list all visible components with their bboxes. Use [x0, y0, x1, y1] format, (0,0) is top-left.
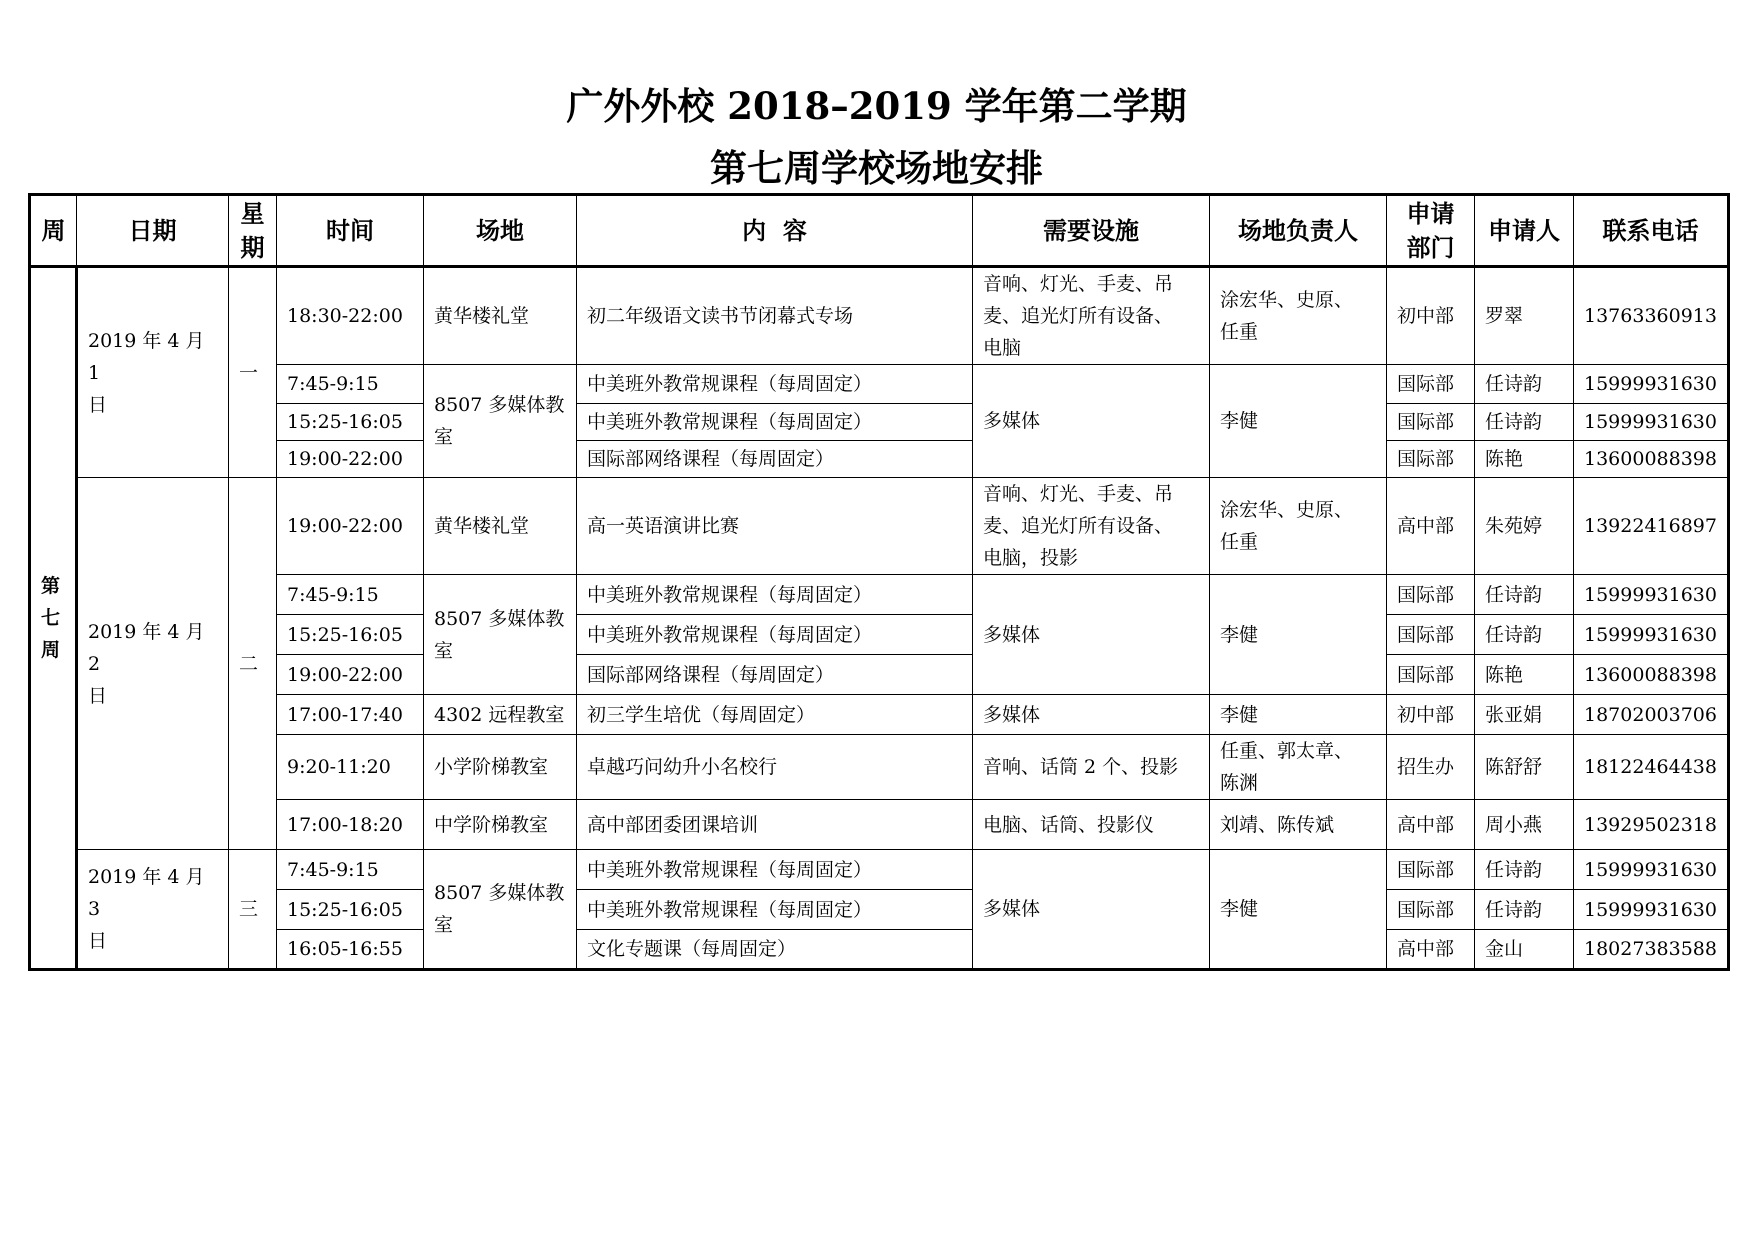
weekday-cell: 三 — [229, 850, 277, 970]
facilities-line: 电脑 — [983, 337, 1022, 359]
time-cell: 19:00-22:00 — [277, 441, 424, 478]
manager-cell: 李健 — [1210, 850, 1387, 970]
applicant-cell: 张亚娟 — [1475, 695, 1574, 735]
dept-cell: 初中部 — [1387, 267, 1475, 365]
phone-cell: 15999931630 — [1574, 615, 1729, 655]
content-cell: 文化专题课（每周固定） — [577, 930, 973, 970]
document-title-line2: 第七周学校场地安排 — [710, 146, 1043, 190]
venue-cell: 中学阶梯教室 — [424, 800, 577, 850]
time-cell: 18:30-22:00 — [277, 267, 424, 365]
manager-line: 涂宏华、史原、 — [1220, 289, 1354, 311]
venue-line: 8507 多媒体教 — [434, 394, 565, 416]
applicant-cell: 陈舒舒 — [1475, 735, 1574, 800]
time-cell: 7:45-9:15 — [277, 365, 424, 404]
facilities-cell — [973, 478, 1210, 575]
applicant-cell: 任诗韵 — [1475, 890, 1574, 930]
table-row — [30, 478, 1729, 575]
applicant-cell: 任诗韵 — [1475, 850, 1574, 890]
applicant-cell: 任诗韵 — [1475, 404, 1574, 441]
dept-cell: 国际部 — [1387, 441, 1475, 478]
week-label-cell — [30, 267, 77, 970]
facilities-line: 电脑，投影 — [983, 547, 1079, 569]
time-cell: 16:05-16:55 — [277, 930, 424, 970]
date-text: 2019 年 4 月 1 — [88, 329, 205, 384]
facilities-cell — [973, 267, 1210, 365]
applicant-cell: 任诗韵 — [1475, 365, 1574, 404]
table-row — [30, 267, 1729, 365]
venue-cell: 4302 远程教室 — [424, 695, 577, 735]
table-row — [30, 735, 1729, 800]
content-cell: 国际部网络课程（每周固定） — [577, 441, 973, 478]
header-manager: 场地负责人 — [1210, 195, 1387, 267]
header-date: 日期 — [77, 195, 229, 267]
header-dept — [1387, 195, 1475, 267]
header-time: 时间 — [277, 195, 424, 267]
week-label-3: 周 — [41, 639, 61, 661]
phone-cell: 15999931630 — [1574, 404, 1729, 441]
header-dept-1: 申请 — [1406, 198, 1455, 228]
header-week: 周 — [30, 195, 77, 267]
phone-cell: 18027383588 — [1574, 930, 1729, 970]
dept-cell: 国际部 — [1387, 655, 1475, 695]
date-text-suffix: 日 — [88, 684, 108, 707]
applicant-cell: 任诗韵 — [1475, 575, 1574, 615]
dept-cell: 招生办 — [1387, 735, 1475, 800]
date-text-suffix: 日 — [88, 393, 108, 416]
venue-cell — [424, 575, 577, 695]
header-dept-2: 部门 — [1406, 232, 1455, 262]
date-cell — [77, 267, 229, 478]
content-cell: 国际部网络课程（每周固定） — [577, 655, 973, 695]
content-cell: 中美班外教常规课程（每周固定） — [577, 850, 973, 890]
time-cell: 9:20-11:20 — [277, 735, 424, 800]
facilities-cell: 音响、话筒 2 个、投影 — [973, 735, 1210, 800]
header-content: 内 容 — [577, 195, 973, 267]
phone-cell: 18122464438 — [1574, 735, 1729, 800]
table-row — [30, 890, 1729, 930]
time-cell: 7:45-9:15 — [277, 850, 424, 890]
manager-cell — [1210, 267, 1387, 365]
content-cell: 中美班外教常规课程（每周固定） — [577, 890, 973, 930]
applicant-cell: 罗翠 — [1475, 267, 1574, 365]
table-row — [30, 850, 1729, 890]
applicant-cell: 周小燕 — [1475, 800, 1574, 850]
manager-cell: 李健 — [1210, 695, 1387, 735]
facilities-cell: 多媒体 — [973, 575, 1210, 695]
venue-cell — [424, 850, 577, 970]
time-cell: 19:00-22:00 — [277, 655, 424, 695]
content-cell: 中美班外教常规课程（每周固定） — [577, 404, 973, 441]
time-cell: 15:25-16:05 — [277, 890, 424, 930]
phone-cell: 13922416897 — [1574, 478, 1729, 575]
weekday-cell: 一 — [229, 267, 277, 478]
header-row — [30, 195, 1729, 267]
dept-cell: 初中部 — [1387, 695, 1475, 735]
manager-line: 陈渊 — [1220, 772, 1259, 794]
venue-line: 室 — [434, 914, 454, 936]
content-cell: 中美班外教常规课程（每周固定） — [577, 365, 973, 404]
header-facilities: 需要设施 — [973, 195, 1210, 267]
facilities-cell: 多媒体 — [973, 850, 1210, 970]
content-cell: 高一英语演讲比赛 — [577, 478, 973, 575]
table-row — [30, 930, 1729, 970]
applicant-cell: 任诗韵 — [1475, 615, 1574, 655]
week-label-1: 第 — [41, 575, 61, 597]
content-cell: 初二年级语文读书节闭幕式专场 — [577, 267, 973, 365]
venue-line: 8507 多媒体教 — [434, 882, 565, 904]
phone-cell: 15999931630 — [1574, 850, 1729, 890]
content-cell: 中美班外教常规课程（每周固定） — [577, 615, 973, 655]
table-row — [30, 695, 1729, 735]
time-cell: 7:45-9:15 — [277, 575, 424, 615]
phone-cell: 13600088398 — [1574, 655, 1729, 695]
manager-line: 任重 — [1220, 531, 1259, 553]
header-venue: 场地 — [424, 195, 577, 267]
dept-cell: 国际部 — [1387, 850, 1475, 890]
phone-cell: 13763360913 — [1574, 267, 1729, 365]
time-cell: 15:25-16:05 — [277, 615, 424, 655]
facilities-cell: 电脑、话筒、投影仪 — [973, 800, 1210, 850]
venue-schedule-table — [28, 193, 1730, 971]
manager-line: 任重 — [1220, 321, 1259, 343]
time-cell: 15:25-16:05 — [277, 404, 424, 441]
weekday-cell: 二 — [229, 478, 277, 850]
venue-line: 室 — [434, 426, 454, 448]
table-row — [30, 365, 1729, 404]
dept-cell: 高中部 — [1387, 478, 1475, 575]
phone-cell: 15999931630 — [1574, 890, 1729, 930]
content-cell: 高中部团委团课培训 — [577, 800, 973, 850]
date-text: 2019 年 4 月 2 — [88, 620, 205, 675]
header-weekday-1: 星 — [240, 198, 265, 228]
dept-cell: 高中部 — [1387, 930, 1475, 970]
dept-cell: 国际部 — [1387, 615, 1475, 655]
date-text-suffix: 日 — [88, 930, 108, 952]
venue-cell: 小学阶梯教室 — [424, 735, 577, 800]
header-weekday-2: 期 — [240, 232, 265, 262]
phone-cell: 15999931630 — [1574, 575, 1729, 615]
content-cell: 中美班外教常规课程（每周固定） — [577, 575, 973, 615]
week-label-2: 七 — [41, 607, 61, 629]
date-cell — [77, 850, 229, 970]
table-row — [30, 800, 1729, 850]
header-weekday — [229, 195, 277, 267]
facilities-cell: 多媒体 — [973, 365, 1210, 478]
venue-cell: 黄华楼礼堂 — [424, 478, 577, 575]
dept-cell: 高中部 — [1387, 800, 1475, 850]
phone-cell: 13929502318 — [1574, 800, 1729, 850]
dept-cell: 国际部 — [1387, 365, 1475, 404]
applicant-cell: 陈艳 — [1475, 441, 1574, 478]
time-cell: 17:00-18:20 — [277, 800, 424, 850]
table-row — [30, 615, 1729, 655]
applicant-cell: 陈艳 — [1475, 655, 1574, 695]
applicant-cell: 朱苑婷 — [1475, 478, 1574, 575]
dept-cell: 国际部 — [1387, 404, 1475, 441]
facilities-line: 麦、追光灯所有设备、 — [983, 305, 1174, 327]
venue-line: 室 — [434, 639, 454, 662]
manager-cell — [1210, 478, 1387, 575]
manager-cell: 李健 — [1210, 575, 1387, 695]
document-title-line1: 广外外校 2018–2019 学年第二学期 — [566, 84, 1187, 128]
manager-cell — [1210, 735, 1387, 800]
phone-cell: 13600088398 — [1574, 441, 1729, 478]
manager-line: 任重、郭太章、 — [1220, 740, 1354, 762]
table-row — [30, 441, 1729, 478]
manager-cell: 刘靖、陈传斌 — [1210, 800, 1387, 850]
table-row — [30, 575, 1729, 615]
facilities-line: 麦、追光灯所有设备、 — [983, 515, 1174, 537]
dept-cell: 国际部 — [1387, 890, 1475, 930]
manager-line: 涂宏华、史原、 — [1220, 499, 1354, 521]
header-phone: 联系电话 — [1574, 195, 1729, 267]
content-cell: 卓越巧问幼升小名校行 — [577, 735, 973, 800]
applicant-cell: 金山 — [1475, 930, 1574, 970]
venue-cell: 黄华楼礼堂 — [424, 267, 577, 365]
venue-cell — [424, 365, 577, 478]
time-cell: 19:00-22:00 — [277, 478, 424, 575]
date-text: 2019 年 4 月 3 — [88, 866, 205, 920]
facilities-line: 音响、灯光、手麦、吊 — [983, 483, 1174, 505]
phone-cell: 18702003706 — [1574, 695, 1729, 735]
facilities-line: 音响、灯光、手麦、吊 — [983, 273, 1174, 295]
facilities-cell: 多媒体 — [973, 695, 1210, 735]
header-applicant: 申请人 — [1475, 195, 1574, 267]
content-cell: 初三学生培优（每周固定） — [577, 695, 973, 735]
manager-cell: 李健 — [1210, 365, 1387, 478]
date-cell — [77, 478, 229, 850]
table-row — [30, 404, 1729, 441]
dept-cell: 国际部 — [1387, 575, 1475, 615]
time-cell: 17:00-17:40 — [277, 695, 424, 735]
table-row — [30, 655, 1729, 695]
phone-cell: 15999931630 — [1574, 365, 1729, 404]
venue-line: 8507 多媒体教 — [434, 607, 565, 630]
